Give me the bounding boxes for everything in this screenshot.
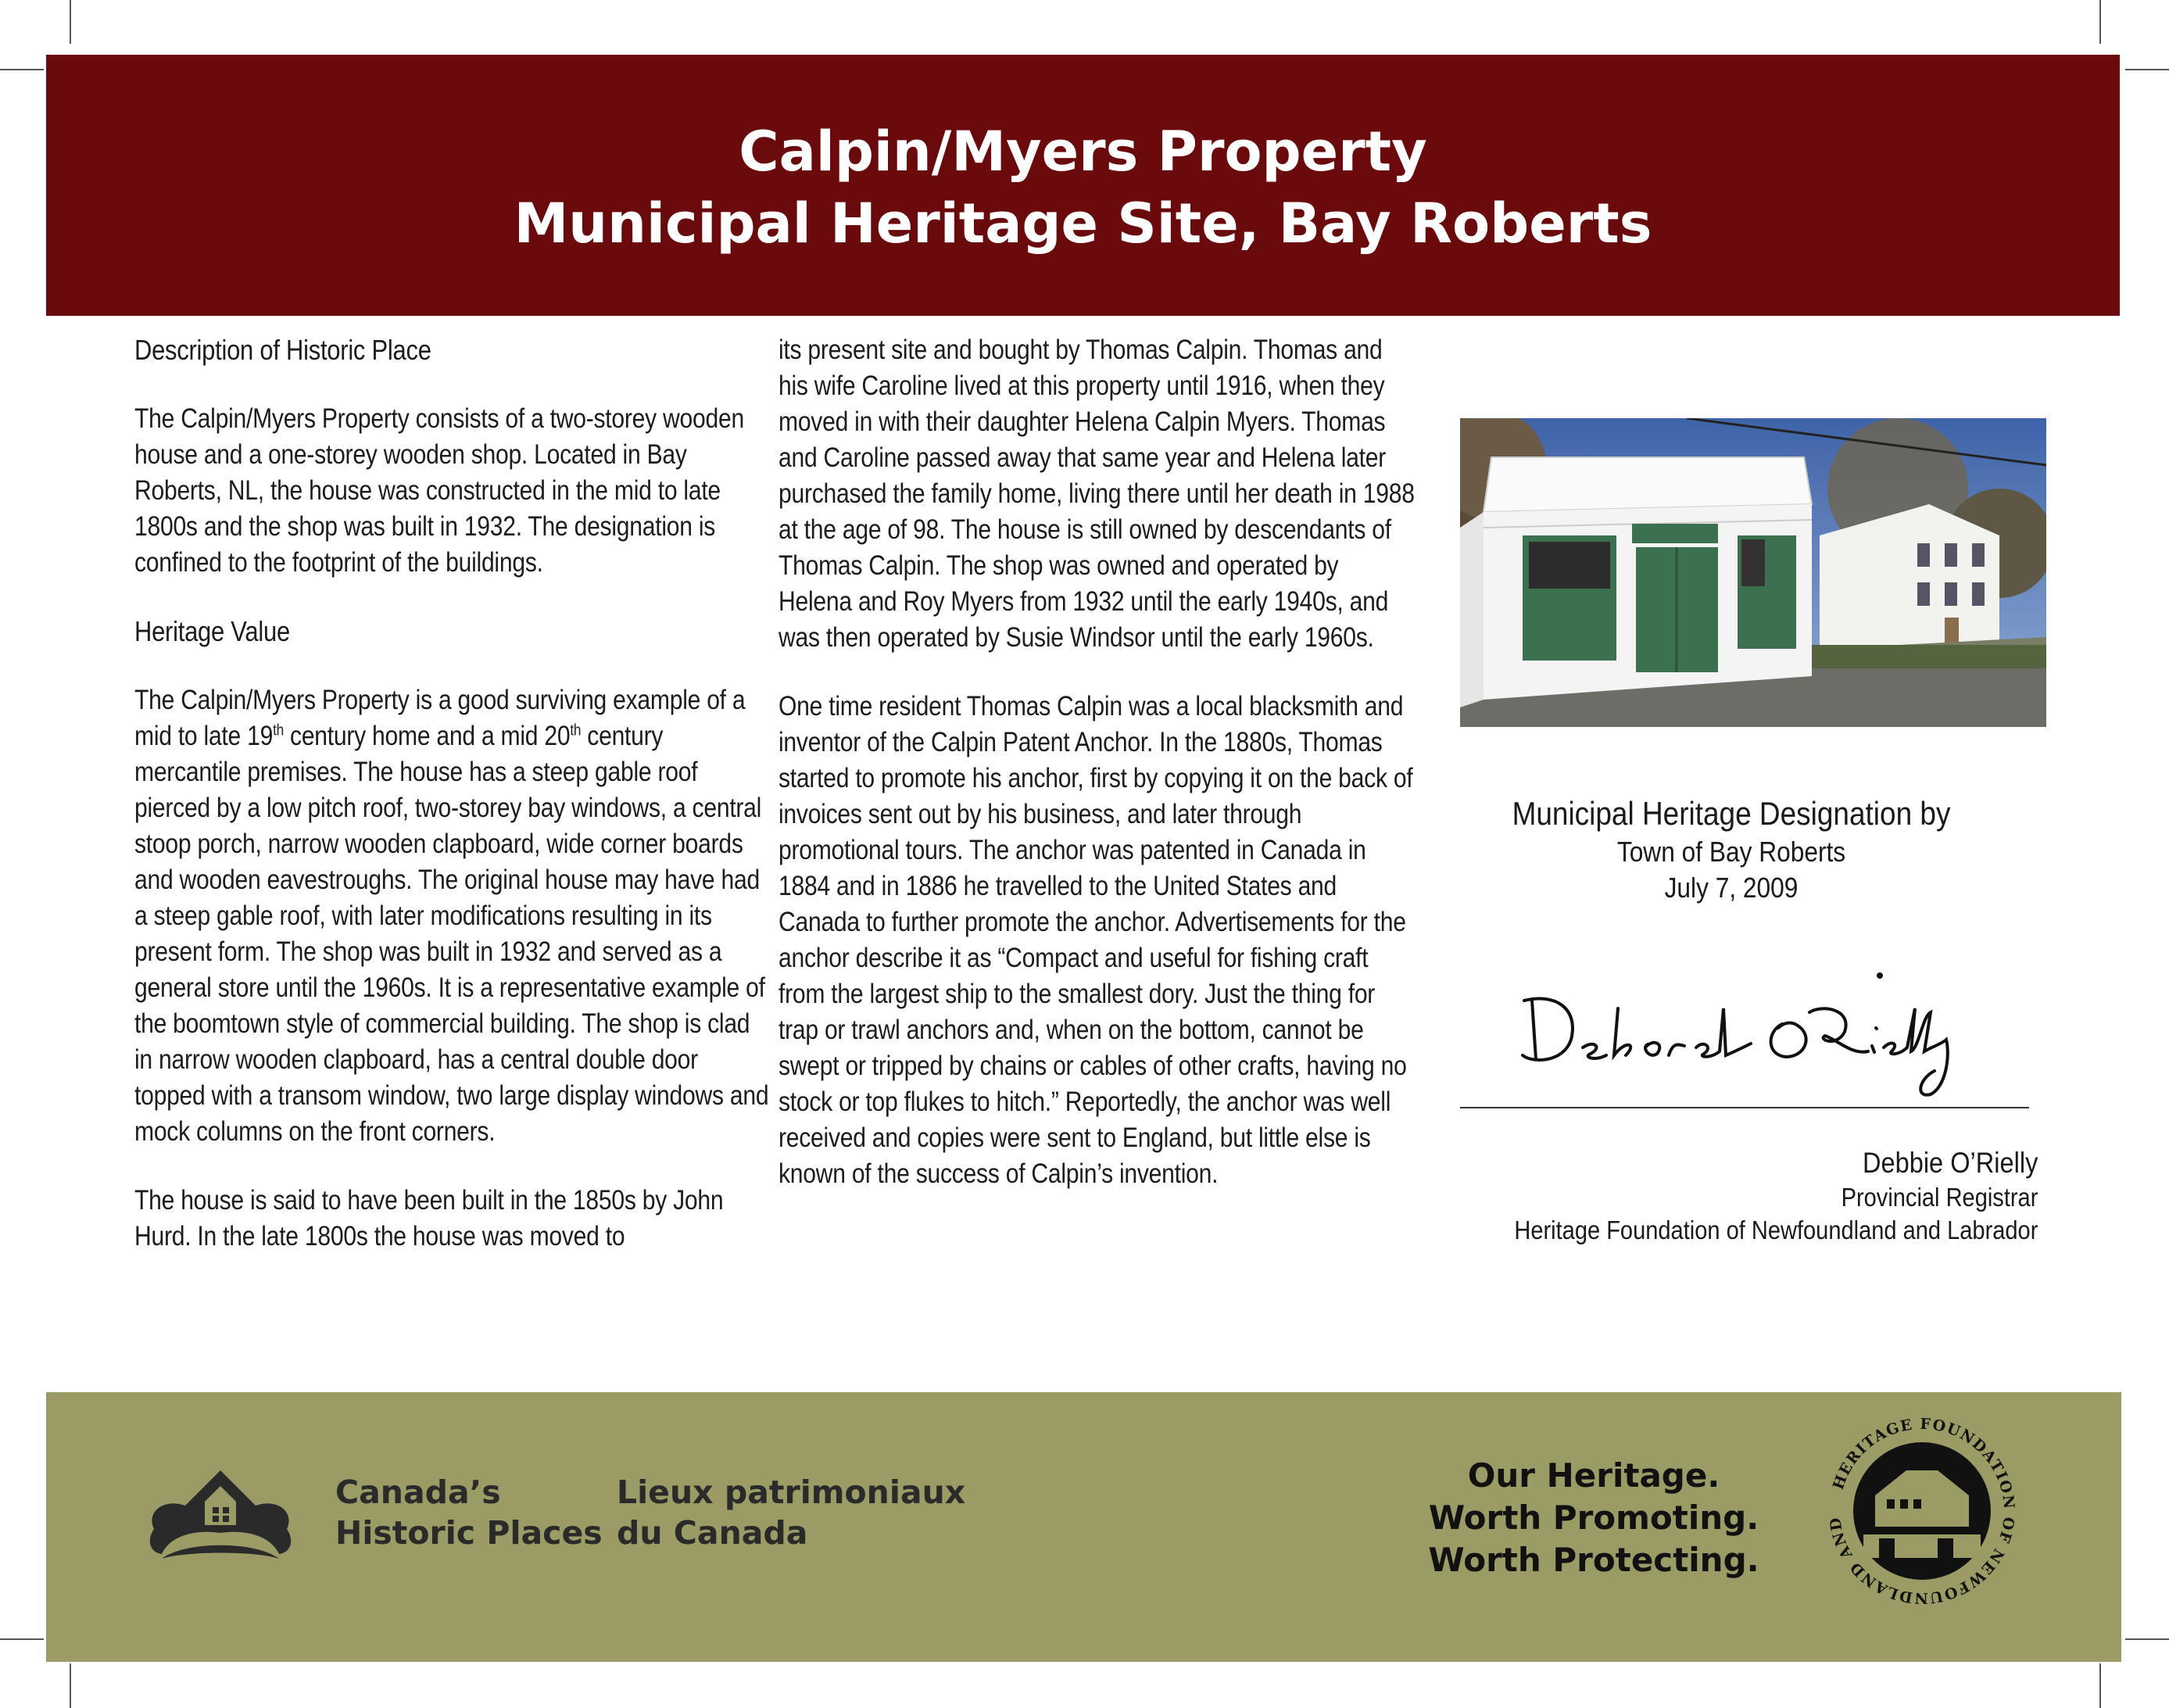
- page-subtitle: Municipal Heritage Site, Bay Roberts: [514, 192, 1652, 256]
- anchor-paragraph: One time resident Thomas Calpin was a local blacksmith and inventor of the Calpin Patent Anchor. In the 1880s, Thomas started to promote his anchor, first by copying it on the back of invoices sent out by his business, and later through promotional tours. The anchor was patented in Canada in 1884 and in 1886 he travelled to the United States and Canada to further promote the anchor. Advertisements for the anchor describe it as “Compact and useful for fishing craft from the largest ship to the smallest dory. Just the thing for trap or trawl anchors and, when on the bottom, cannot be swept or tripped by chains or cables of other crafts, having no stock or top flukes to hitch.” Reportedly, the anchor was well received and copies were sent to England, but little else is known of the success of Calpin’s invention.: [778, 691, 1413, 1189]
- crop-mark: [70, 1663, 71, 1708]
- heritage-value-paragraph: [134, 682, 770, 1150]
- logo-text-line: Historic Places: [335, 1514, 603, 1552]
- logo-text-line: Canada’s: [335, 1473, 501, 1511]
- crop-mark: [2099, 1663, 2101, 1708]
- designation-date: July 7, 2009: [1664, 872, 1799, 904]
- motto: [1344, 1455, 1844, 1581]
- history-paragraph: The house is said to have been built in the 1850s by John Hurd. In the late 1800s the house was moved to: [134, 1185, 724, 1251]
- superscript: th: [273, 722, 284, 739]
- crop-mark: [2125, 69, 2169, 70]
- historic-places-french: [617, 1472, 965, 1553]
- signer-organization: Heritage Foundation of Newfoundland and Labrador: [1513, 1216, 2038, 1244]
- title-banner: [46, 55, 2120, 316]
- history-continued-paragraph: its present site and bought by Thomas Calpin. Thomas and his wife Caroline lived at this property until 1916, when they moved in with their daughter Helena Calpin Myers. Thomas and Caroline passed away that same year and Helena later purchased the family home, living there until her death in 1988 at the age of 98. The house is still owned by descendants of Thomas Calpin. The shop was owned and operated by Helena and Roy Myers from 1932 until the early 1940s, and was then operated by Susie Windsor until the early 1960s.: [778, 335, 1415, 653]
- text-column-middle: [778, 332, 1417, 1225]
- heritage-foundation-seal-icon: [1820, 1409, 2024, 1613]
- heading-description: Description of Historic Place: [134, 334, 431, 366]
- text-column-left: [134, 332, 770, 1287]
- seal-text: HERITAGE FOUNDATION OF NEWFOUNDLAND AND: [1826, 1415, 2018, 1607]
- text-segment: century home and a mid 20: [283, 721, 571, 751]
- text-segment: century mercantile premises. The house has a steep gable roof pierced by a low pitch roof, two-storey bay windows, a central stoop porch, narrow wooden clapboard, wide corner boards and wooden eavestroughs. The original house may have had a steep gable roof, with later modifications resulting in its present form. The shop was built in 1932 and served as a general store until the 1960s. It is a representative example of the boomtown style of commercial building. The shop is clad in narrow wooden clapboard, has a central double door topped with a transom window, two large display windows and mock columns on the front corners.: [134, 721, 769, 1147]
- logo-text-line: Lieux patrimoniaux: [617, 1473, 966, 1511]
- superscript: th: [570, 722, 582, 739]
- motto-line: Worth Protecting.: [1428, 1541, 1759, 1579]
- motto-line: Worth Promoting.: [1428, 1499, 1759, 1537]
- signature-line: [1460, 1107, 2029, 1108]
- property-photo: [1460, 418, 2046, 727]
- text-segment: The Calpin/Myers Property is a good surviving example of a mid to late 19: [134, 685, 746, 751]
- signer-role: Provincial Registrar: [1841, 1183, 2038, 1212]
- crop-mark: [70, 0, 71, 44]
- description-paragraph: The Calpin/Myers Property consists of a two-storey wooden house and a one-storey wooden shop. Located in Bay Roberts, NL, the house was constructed in the mid to late 1800s and the shop was built in 1932. The designation is confined to the footprint of the buildings.: [134, 403, 744, 578]
- signer-block: [1514, 1145, 2038, 1247]
- page-title: Calpin/Myers Property: [739, 120, 1427, 184]
- footer-band: [46, 1392, 2121, 1662]
- designation-block: [1494, 793, 1968, 906]
- historic-places-english: [335, 1472, 603, 1553]
- crop-mark: [0, 69, 44, 70]
- signature: [1509, 969, 1978, 1110]
- crop-mark: [0, 1638, 44, 1640]
- signer-name: Debbie O’Rielly: [1862, 1147, 2038, 1179]
- heading-heritage-value: Heritage Value: [134, 615, 290, 647]
- designation-line: Municipal Heritage Designation by: [1512, 795, 1951, 832]
- historic-places-logo-icon: [138, 1466, 302, 1568]
- logo-text-line: du Canada: [617, 1514, 808, 1552]
- motto-line: Our Heritage.: [1467, 1456, 1720, 1495]
- designation-town: Town of Bay Roberts: [1616, 836, 1846, 868]
- crop-mark: [2099, 0, 2101, 44]
- crop-mark: [2125, 1638, 2169, 1640]
